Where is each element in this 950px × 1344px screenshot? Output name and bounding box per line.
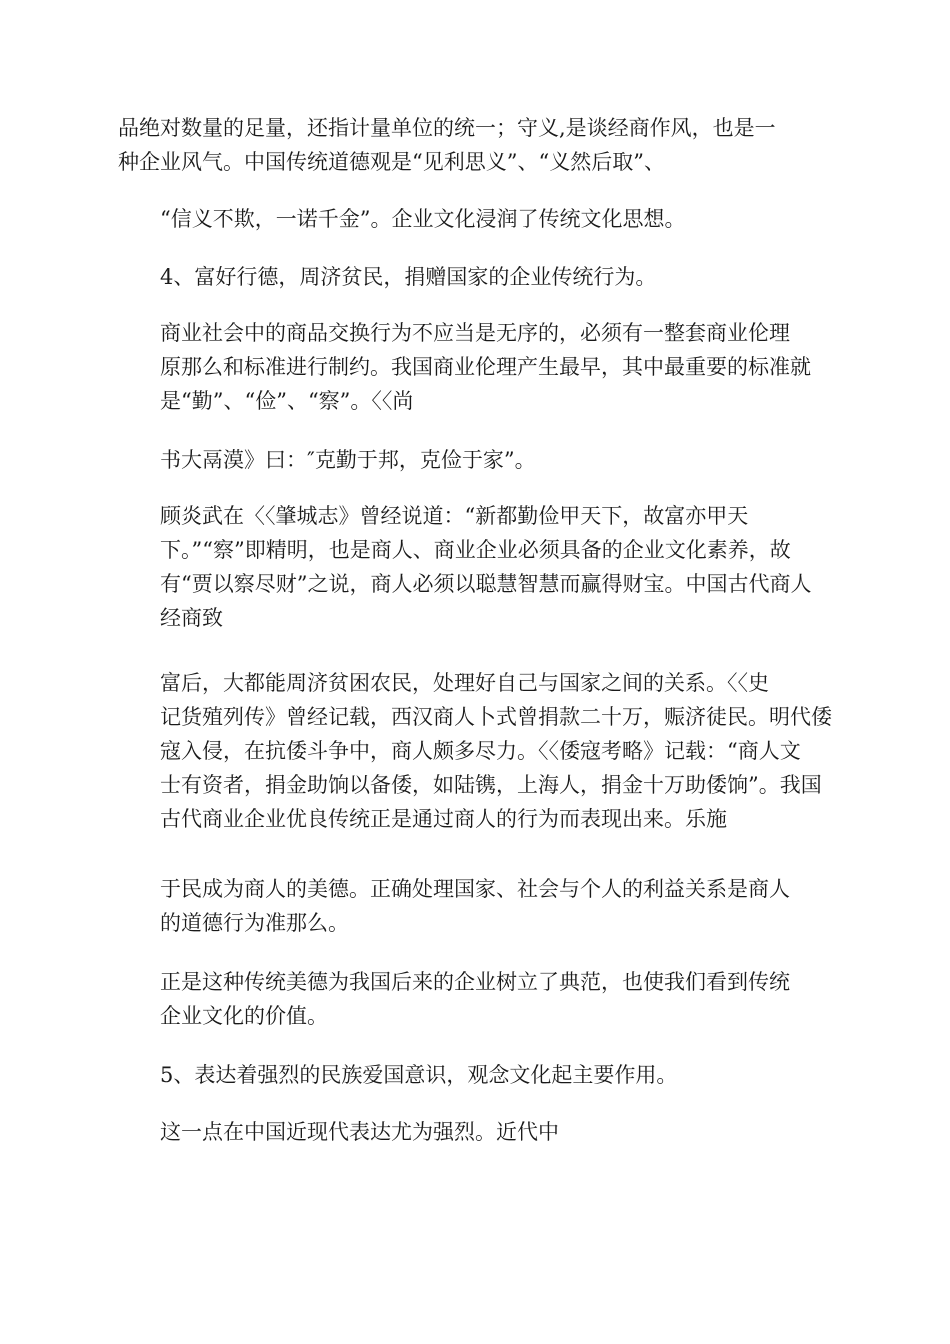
paragraph-6 [118,499,838,635]
paragraph-11 [118,1115,838,1149]
text-line: 书大鬲漠》曰：″克勤于邦，克俭于家”。 [160,448,536,472]
text-line: 这一点在中国近现代表达尤为强烈。近代中 [160,1120,559,1144]
paragraph-9 [118,965,838,1033]
text-line: 商业社会中的商品交换行为不应当是无序的，必须有一整套商业伦理 [160,321,790,345]
text-line: 是“勤”、“俭”、“察”。〈〈尚 [160,389,414,413]
text-line: “信义不欺，一诺千金”。企业文化浸润了传统文化思想。 [160,207,686,231]
text-line: 于民成为商人的美德。正确处理国家、社会与个人的利益关系是商人 [160,877,790,901]
text-line: 原那么和标准进行制约。我国商业伦理产生最早，其中最重要的标准就 [160,355,811,379]
text-line: 正是这种传统美德为我国后来的企业树立了典范，也使我们看到传统 [160,970,790,994]
paragraph-3 [118,260,838,294]
text-line: 寇入侵，在抗倭斗争中，商人颇多尽力。〈〈倭寇考略》记载：“商人文 [160,739,801,763]
paragraph-7 [118,666,838,836]
paragraph-10 [118,1058,838,1092]
text-line: 富后，大都能周济贫困农民，处理好自己与国家之间的关系。〈〈史 [160,671,769,695]
paragraph-8 [118,872,838,940]
paragraph-4 [118,316,838,418]
text-line: 顾炎武在〈〈肇城志》曾经说道：“新都勤俭甲天下，故富亦甲天 [160,504,749,528]
text-line: 古代商业企业优良传统正是通过商人的行为而表现出来。乐施 [160,807,727,831]
paragraph-2 [118,202,838,236]
text-line: 士有资者，捐金助饷以备倭，如陆镌，上海人，捐金十万助倭饷”。我国 [160,773,822,797]
text-line: 4、富好行德，周济贫民，捐赠国家的企业传统行为。 [160,265,657,289]
text-line: 下。”“察”即精明，也是商人、商业企业必须具备的企业文化素养，故 [160,538,791,562]
paragraph-1 [118,111,838,179]
text-line: 企业文化的价值。 [160,1004,328,1028]
text-line: 品绝对数量的足量，还指计量单位的统一；守义,是谈经商作风，也是一 [118,116,776,140]
text-line: 记货殖列传》曾经记载，西汉商人卜式曾捐款二十万，赈济徒民。明代倭 [160,705,832,729]
text-line: 经商致 [160,606,223,630]
text-line: 的道德行为准那么。 [160,911,349,935]
text-line: 种企业风气。中国传统道德观是“见利思义”、“义然后取”、 [118,150,665,174]
text-line: 有“贾以察尽财”之说，商人必须以聪慧智慧而赢得财宝。中国古代商人 [160,572,812,596]
paragraph-5 [118,443,838,477]
text-line: 5、表达着强烈的民族爱国意识，观念文化起主要作用。 [160,1063,678,1087]
